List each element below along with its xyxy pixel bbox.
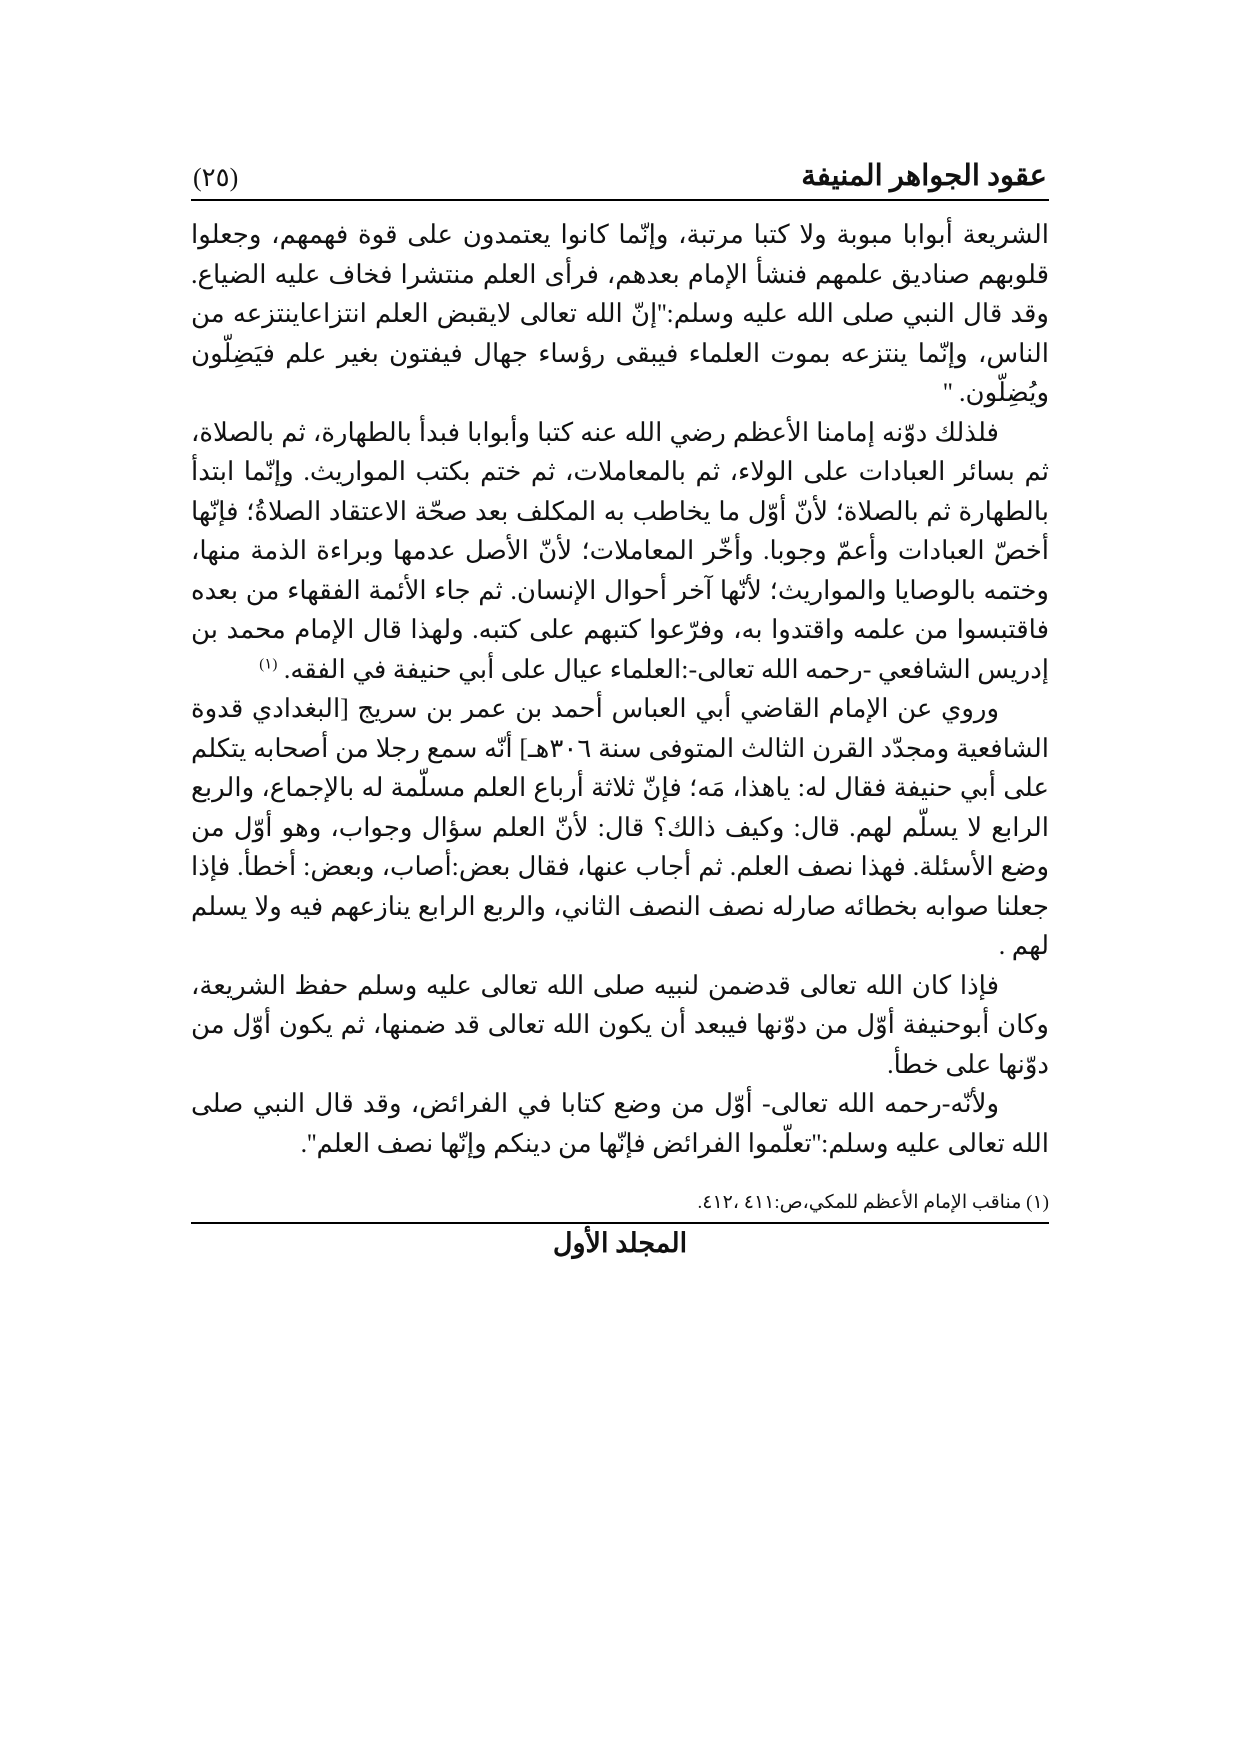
header-rule	[191, 199, 1049, 201]
paragraph-text: فلذلك دوّنه إمامنا الأعظم رضي الله عنه كتبا وأبوابا فبدأ بالطهارة، ثم بالصلاة، ثم بسائر العبادات على الولاء، ثم بالمعاملات، ثم ختم بكتب المواريث. وإنّما ابتدأ بالطهارة ثم بالصلاة؛ لأنّ أوّل ما يخاطب به المكلف بعد صحّة الاعتقاد الصلاةُ؛ فإنّها أخصّ العبادات وأعمّ وجوبا. وأخّر المعاملات؛ لأنّ الأصل عدمها وبراءة الذمة منها، وختمه بالوصايا والمواريث؛ لأنّها آخر أحوال الإنسان. ثم جاء الأئمة الفقهاء من بعده فاقتبسوا من علمه واقتدوا به، وفرّعوا كتبهم على كتبه. ولهذا قال الإمام محمد بن إدريس الشافعي -رحمه الله تعالى-:العلماء عيال على أبي حنيفة في الفقه.	[191, 417, 1049, 684]
page-header	[191, 158, 1049, 199]
page-content	[191, 0, 1049, 1259]
page-number: (٢٥)	[193, 163, 239, 192]
footer-rule	[191, 1222, 1049, 1224]
book-title: عقود الجواهر المنيفة	[801, 160, 1047, 192]
paragraph: فإذا كان الله تعالى قدضمن لنبيه صلى الله تعالى عليه وسلم حفظ الشريعة، وكان أبوحنيفة أوّل من دوّنها فيبعد أن يكون الله تعالى قد ضمنها، ثم يكون أوّل من دوّنها على خطأ.	[191, 970, 1049, 1079]
footnote: (١) مناقب الإمام الأعظم للمكي،ص:٤١١ ،٤١٢.	[697, 1192, 1049, 1213]
volume-footer: المجلد الأول	[552, 1228, 688, 1258]
paragraph: الشريعة أبوابا مبوبة ولا كتبا مرتبة، وإنّما كانوا يعتمدون على قوة فهمهم، وجعلوا قلوبهم صناديق علمهم فنشأ الإمام بعدهم، فرأى العلم منتشرا فخاف عليه الضياع. وقد قال النبي صلى الله عليه وسلم:''إنّ الله تعالى لايقبض العلم انتزاعاينتزعه من الناس، وإنّما ينتزعه بموت العلماء فيبقى رؤساء جهال فيفتون بغير علم فيَضِلّون ويُضِلّون. ''	[191, 220, 1049, 407]
paragraph: ولأنّه-رحمه الله تعالى- أوّل من وضع كتابا في الفرائض، وقد قال النبي صلى الله تعالى عليه وسلم:''تعلّموا الفرائض فإنّها من دينكم وإنّها نصف العلم''.	[191, 1089, 1049, 1158]
paragraph: وروي عن الإمام القاضي أبي العباس أحمد بن عمر بن سريج [البغدادي قدوة الشافعية ومجدّد القرن الثالث المتوفى سنة ٣٠٦هـ] أنّه سمع رجلا من أصحابه يتكلم على أبي حنيفة فقال له: ياهذا، مَه؛ فإنّ ثلاثة أرباع العلم مسلّمة له بالإجماع، والربع الرابع لا يسلّم لهم. قال: وكيف ذالك؟ قال: لأنّ العلم سؤال وجواب، وهو أوّل من وضع الأسئلة. فهذا نصف العلم. ثم أجاب عنها، فقال بعض:أصاب، وبعض: أخطأ. فإذا جعلنا صوابه بخطائه صارله نصف النصف الثاني، والربع الرابع ينازعهم فيه ولا يسلم لهم .	[191, 694, 1049, 960]
body-text	[191, 215, 1049, 1163]
footnote-marker: (١)	[259, 655, 278, 672]
paragraph	[191, 413, 1049, 690]
